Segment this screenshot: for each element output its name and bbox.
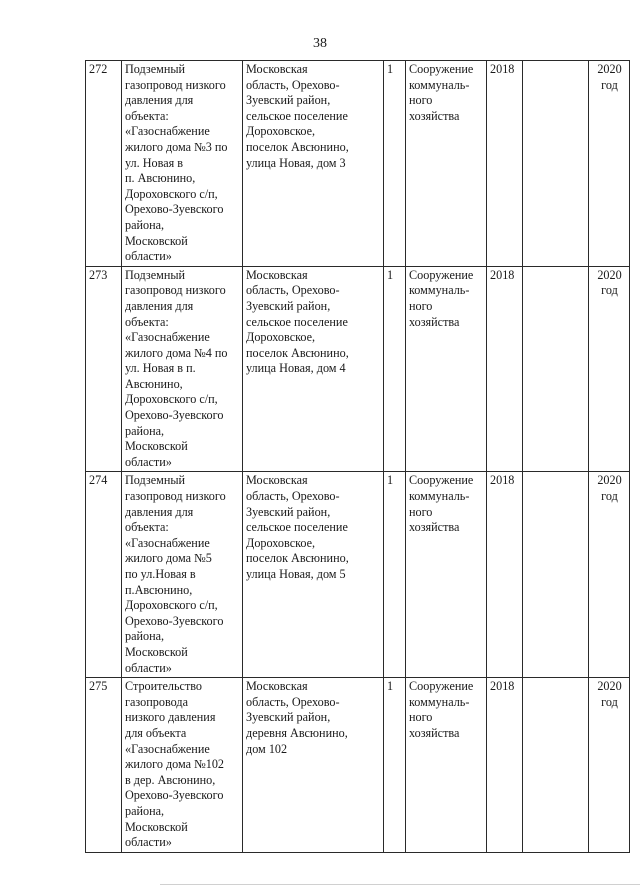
object-address: Московская область, Орехово- Зуевский район, сельское поселение Дороховское, поселок Авсюнино, улица Новая, дом 3 [243, 61, 384, 267]
object-quantity: 1 [384, 472, 406, 678]
start-year: 2018 [487, 266, 523, 472]
empty-cell [523, 472, 589, 678]
registry-table-body [86, 61, 630, 853]
object-type: Сооружение коммуналь- ного хозяйства [406, 266, 487, 472]
row-number: 272 [86, 61, 122, 267]
object-address: Московская область, Орехово- Зуевский район, сельское поселение Дороховское, поселок Авсюнино, улица Новая, дом 5 [243, 472, 384, 678]
object-name: Подземный газопровод низкого давления для объекта: «Газоснабжение жилого дома №5 по ул.Новая в п.Авсюнино, Дороховского с/п, Орехово-Зуевского района, Московской области» [122, 472, 243, 678]
object-address: Московская область, Орехово- Зуевский район, деревня Авсюнино, дом 102 [243, 678, 384, 853]
object-name: Строительство газопровода низкого давления для объекта «Газоснабжение жилого дома №102 в дер. Авсюнино, Орехово-Зуевского района, Московской области» [122, 678, 243, 853]
table-row [86, 61, 630, 267]
object-name: Подземный газопровод низкого давления для объекта: «Газоснабжение жилого дома №3 по ул. Новая в п. Авсюнино, Дороховского с/п, Орехово-Зуевского района, Московской области» [122, 61, 243, 267]
empty-cell [523, 266, 589, 472]
object-name: Подземный газопровод низкого давления для объекта: «Газоснабжение жилого дома №4 по ул. Новая в п. Авсюнино, Дороховского с/п, Орехово-Зуевского района, Московской области» [122, 266, 243, 472]
object-address: Московская область, Орехово- Зуевский район, сельское поселение Дороховское, поселок Авсюнино, улица Новая, дом 4 [243, 266, 384, 472]
table-row [86, 266, 630, 472]
start-year: 2018 [487, 61, 523, 267]
start-year: 2018 [487, 678, 523, 853]
page-number: 38 [313, 36, 327, 51]
start-year: 2018 [487, 472, 523, 678]
object-quantity: 1 [384, 61, 406, 267]
row-number: 273 [86, 266, 122, 472]
end-year: 2020 год [589, 678, 630, 853]
end-year: 2020 год [589, 61, 630, 267]
end-year: 2020 год [589, 472, 630, 678]
row-number: 274 [86, 472, 122, 678]
object-quantity: 1 [384, 266, 406, 472]
end-year: 2020 год [589, 266, 630, 472]
object-type: Сооружение коммуналь- ного хозяйства [406, 472, 487, 678]
empty-cell [523, 61, 589, 267]
scan-edge-line [160, 884, 640, 885]
object-type: Сооружение коммуналь- ного хозяйства [406, 678, 487, 853]
empty-cell [523, 678, 589, 853]
table-row [86, 472, 630, 678]
table-row [86, 678, 630, 853]
row-number: 275 [86, 678, 122, 853]
registry-table [85, 60, 630, 853]
object-quantity: 1 [384, 678, 406, 853]
object-type: Сооружение коммуналь- ного хозяйства [406, 61, 487, 267]
